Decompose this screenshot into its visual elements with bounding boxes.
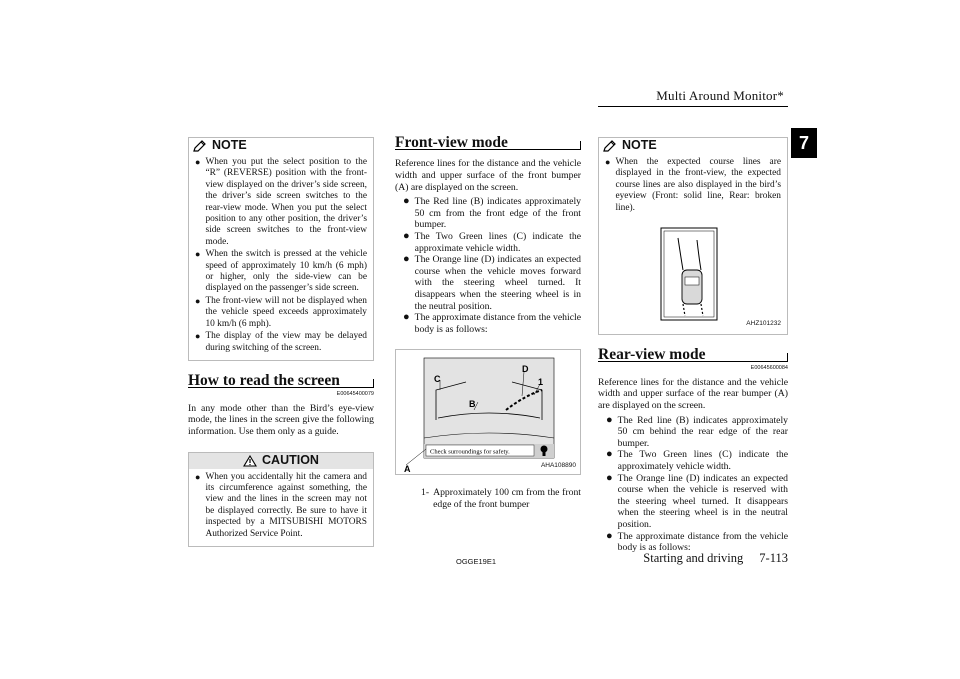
note-pencil-icon (193, 140, 207, 152)
bullet-icon: ● (606, 471, 613, 484)
note-title: NOTE (622, 138, 657, 153)
front-view-list (403, 196, 581, 335)
bullet-icon: ● (606, 448, 613, 461)
column-1 (188, 137, 374, 547)
label-c: C (434, 374, 441, 385)
running-header: Multi Around Monitor* (656, 88, 784, 103)
bullet-icon: ● (606, 413, 613, 426)
note-body (599, 154, 787, 220)
column-2 (395, 134, 581, 511)
bullet-icon: ● (403, 229, 410, 242)
list-item: ● The approximate distance from the vehicle body is as follows: (403, 311, 581, 335)
page-code: OGGE19E1 (456, 557, 497, 566)
footer-page-number: 7-113 (759, 551, 788, 565)
figure-code: AHZ101232 (746, 319, 781, 327)
list-item: ● The Two Green lines (C) indicate the approximately vehicle width. (606, 448, 788, 472)
label-1: 1 (538, 377, 544, 388)
rear-view-list (606, 415, 788, 554)
bullet-icon: ● (605, 157, 611, 167)
section-title-how-to-read: How to read the screen (188, 375, 374, 388)
note-item: ● When the expected course lines are displayed in the front-view, the expected course lines are also displayed in the bird’s eyeview (Front: solid line, Rear: broken line). (605, 157, 781, 213)
note-box (598, 137, 788, 335)
figure-code: AHA108890 (540, 461, 576, 469)
note-header (189, 138, 373, 154)
bullet-icon: ● (195, 249, 201, 260)
front-view-screen-illustration (396, 350, 582, 474)
bullet-icon: ● (606, 529, 613, 542)
footer-section: Starting and driving (643, 551, 744, 565)
list-item: ● The Red line (B) indicates approximately 50 cm from the front edge of the front bumper. (403, 195, 581, 231)
label-d: D (522, 364, 529, 375)
caution-header (189, 453, 373, 469)
caution-item: ● When you accidentally hit the camera and its circumference against something, the view and the lines in the screen may not be displayed correctly. Be sure to have it inspected by a MITSUBISHI MOTORS Authorized Service Point. (195, 471, 367, 539)
numbered-item: 1- Approximately 100 cm from the front edge of the front bumper (421, 487, 581, 510)
front-view-figure (395, 349, 581, 475)
list-item: ● The approximate distance from the vehicle body is as follows: (606, 529, 788, 554)
label-a: A (404, 464, 411, 475)
label-b: B (469, 399, 476, 410)
note-pencil-icon (603, 140, 617, 152)
list-item: ● The Orange line (D) indicates an expected course when the vehicle moves forward with the steering wheel turned. It disappears when the steering wheel is in the neutral position. (403, 253, 581, 312)
note-body (189, 154, 373, 360)
page-footer (643, 551, 788, 566)
bullet-icon: ● (195, 295, 201, 306)
section-title-rear-view: Rear-view mode (598, 349, 788, 362)
bullet-icon: ● (195, 471, 201, 482)
note-header (599, 138, 787, 154)
section-title-front-view: Front-view mode (395, 137, 581, 150)
note-item: ● When you put the select position to the “R” (REVERSE) position with the front-view displayed on the driver’s side screen, the driver’s side screen switches to the rear-view mode. When you put the select position to any other position, the driver’s side screen switches to the front-view mode. (195, 157, 367, 247)
note-title: NOTE (212, 138, 247, 153)
chapter-tab[interactable]: 7 (791, 128, 817, 158)
bullet-icon: ● (403, 311, 410, 324)
note-box (188, 137, 374, 361)
note-item: ● The display of the view may be delayed during switching of the screen. (195, 331, 367, 353)
list-item: ● The Red line (B) indicates approximately 50 cm behind the rear edge of the rear bumper. (606, 413, 788, 449)
column-3 (598, 137, 788, 554)
caution-title: CAUTION (262, 452, 319, 467)
bullet-icon: ● (195, 157, 201, 167)
note-item: ● When the switch is pressed at the vehicle speed of approximately 10 km/h (6 mph) or higher, only the side-view can be displayed on the passenger’s side screen. (195, 249, 367, 294)
note-item: ● The front-view will not be displayed when the vehicle speed exceeds approximately 10 km/h (6 mph). (195, 295, 367, 329)
section-body: Reference lines for the distance and the vehicle width and upper surface of the rear bumper (A) are displayed on the screen. (598, 376, 788, 412)
birds-eye-figure (603, 222, 783, 330)
section-code: E00645600084 (750, 365, 788, 372)
bullet-icon: ● (195, 331, 201, 342)
bullet-icon: ● (403, 195, 410, 208)
section-body: Reference lines for the distance and the vehicle width and upper surface of the front bumper (A) are displayed on the screen. (395, 158, 581, 193)
list-item: ● The Two Green lines (C) indicate the approximate vehicle width. (403, 229, 581, 254)
list-item: ● The Orange line (D) indicates an expected course when the vehicle is reserved with the steering wheel turned. It disappears when the steering wheel is in the neutral position. (606, 471, 788, 530)
section-body: In any mode other than the Bird’s eye-view mode, the lines in the screen give the following information. Use them only as a guide. (188, 402, 374, 437)
birds-eye-illustration (603, 222, 783, 330)
section-code: E00645400079 (336, 391, 374, 398)
warning-triangle-icon (243, 455, 257, 467)
screen-message: Check surroundings for safety. (430, 448, 510, 456)
caution-body (189, 469, 373, 546)
bullet-icon: ● (403, 253, 410, 266)
caution-box (188, 452, 374, 547)
header-rule (598, 106, 788, 107)
